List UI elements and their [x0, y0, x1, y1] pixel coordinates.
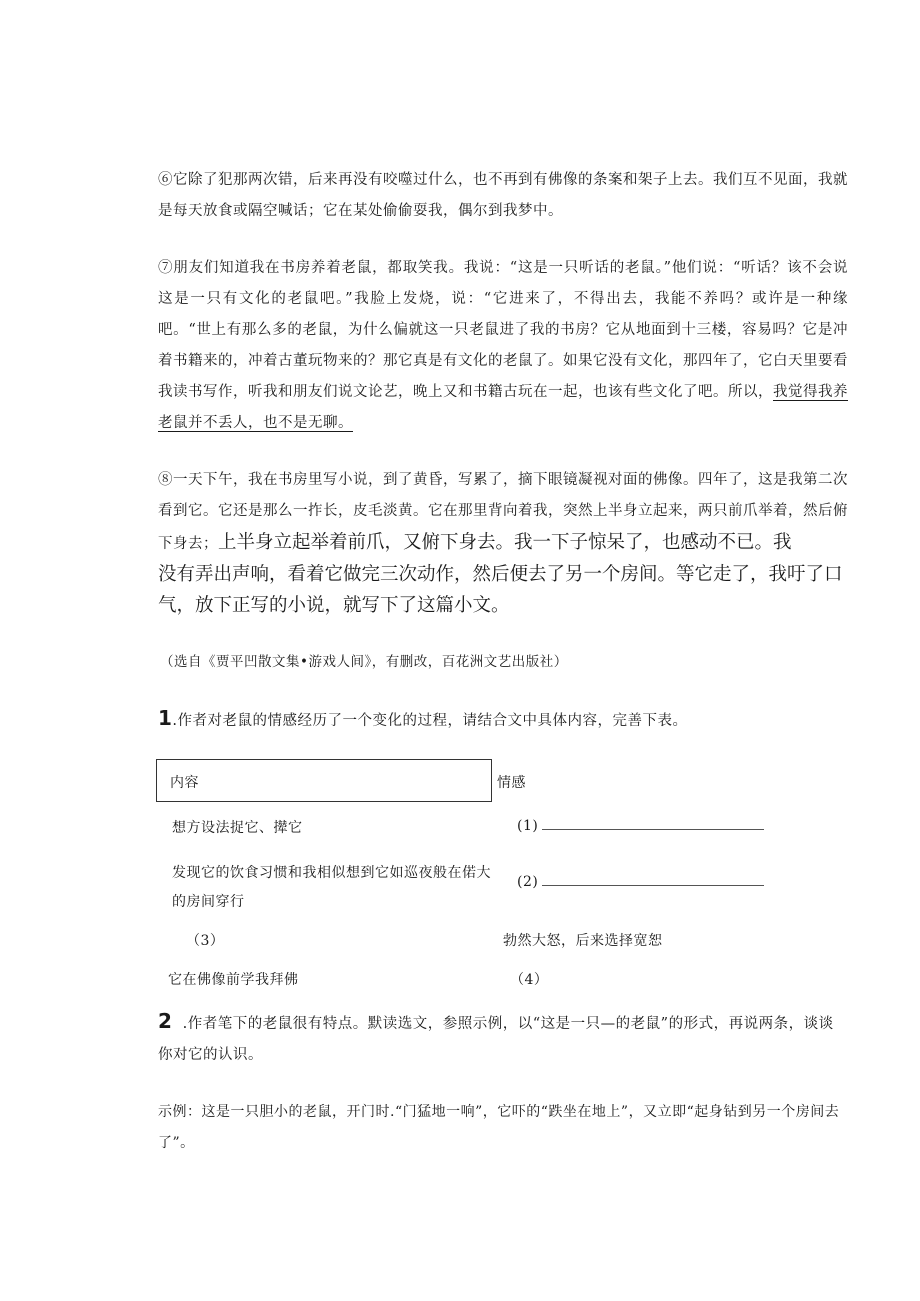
table-row-3-emotion: 勃然大怒，后来选择宽恕	[503, 933, 663, 949]
table-row-3-content[interactable]: （3）	[186, 933, 225, 949]
paragraph-6	[158, 165, 848, 227]
paragraph-7	[158, 253, 848, 439]
table-row-2-emotion-label: (2)	[517, 874, 539, 890]
paragraph-8-large-text: 上半身立起举着前爪，又俯下身去。我一下子惊呆了，也感动不已。我	[218, 532, 792, 553]
question-2-text: .作者笔下的老鼠很有特点。默读选文，参照示例，以“这是一只—的老鼠”的形式，再说两条，谈谈你对它的认识。	[158, 1016, 834, 1063]
paragraph-7-underlined: 我觉得我养老鼠并不丢人，也不是无聊。	[158, 384, 848, 431]
question-1-number: 1	[158, 706, 173, 730]
paragraph-8-line-2: 没有弄出声响，看着它做完三次动作，然后便去了另一个房间。等它走了，我吁了口	[158, 564, 843, 585]
paragraph-8	[158, 465, 848, 560]
table-row-2-emotion	[517, 873, 764, 890]
paragraph-7-text: ⑦朋友们知道我在书房养着老鼠，都取笑我。我说：“这是一只听话的老鼠。”他们说：“听话？该不会说这是一只有文化的老鼠吧。”我脸上发烧，说：“它进来了，不得出去，我能不养吗？或许是一种缘吧。“世上有那么多的老鼠，为什么偏就这一只老鼠进了我的书房？它从地面到十三楼，容易吗？它是冲着书籍来的，冲着古董玩物来的？那它真是有文化的老鼠了。如果它没有文化，那四年了，它白天里要看我读书写作，听我和朋友们说文论艺，晚上又和书籍古玩在一起，也该有些文化了吧。所以，	[158, 260, 848, 400]
table-header-content: 内容	[170, 775, 199, 791]
question-1	[158, 706, 688, 730]
question-1-text: .作者对老鼠的情感经历了一个变化的过程，请结合文中具体内容，完善下表。	[172, 713, 688, 729]
answer-blank-2[interactable]	[542, 873, 764, 886]
paragraph-8-text: ⑧一天下午，我在书房里写小说，到了黄昏，写累了，摘下眼镜凝视对面的佛像。四年了，这是我第二次看到它。它还是那么一拃长，皮毛淡黄。它在那里背向着我，突然上半身立起来，两只前爪举着，然后俯下身去；	[158, 472, 848, 552]
example-text: 示例：这是一只胆小的老鼠，开门时.“门猛地一响”，它吓的“跌坐在地上”，又立即“起身钻到另一个房间去了”。	[158, 1104, 840, 1151]
answer-blank-1[interactable]	[542, 817, 764, 830]
table-row-1-emotion	[517, 817, 764, 834]
table-header-box	[156, 759, 492, 802]
table-row-4-emotion[interactable]: （4）	[510, 972, 549, 988]
table-row-4-content: 它在佛像前学我拜佛	[168, 972, 299, 988]
table-row-1-emotion-label: (1)	[517, 818, 539, 834]
question-2	[158, 1006, 848, 1071]
paragraph-6-text: ⑥它除了犯那两次错，后来再没有咬噬过什么，也不再到有佛像的条案和架子上去。我们互不见面，我就是每天放食或隔空喊话；它在某处偷偷耍我，偶尔到我梦中。	[158, 172, 848, 219]
table-row-2-content: 发现它的饮食习惯和我相似想到它如巡夜般在偌大的房间穿行	[172, 865, 491, 910]
question-2-number: 2	[158, 1009, 173, 1033]
paragraph-8-line-3: 气，放下正写的小说，就写下了这篇小文。	[158, 595, 510, 616]
table-row-1-content: 想方设法捉它、撵它	[172, 820, 303, 836]
table-header-emotion: 情感	[497, 775, 526, 791]
source-citation: （选自《贾平凹散文集•游戏人间》，有删改，百花洲文艺出版社）	[160, 654, 568, 670]
